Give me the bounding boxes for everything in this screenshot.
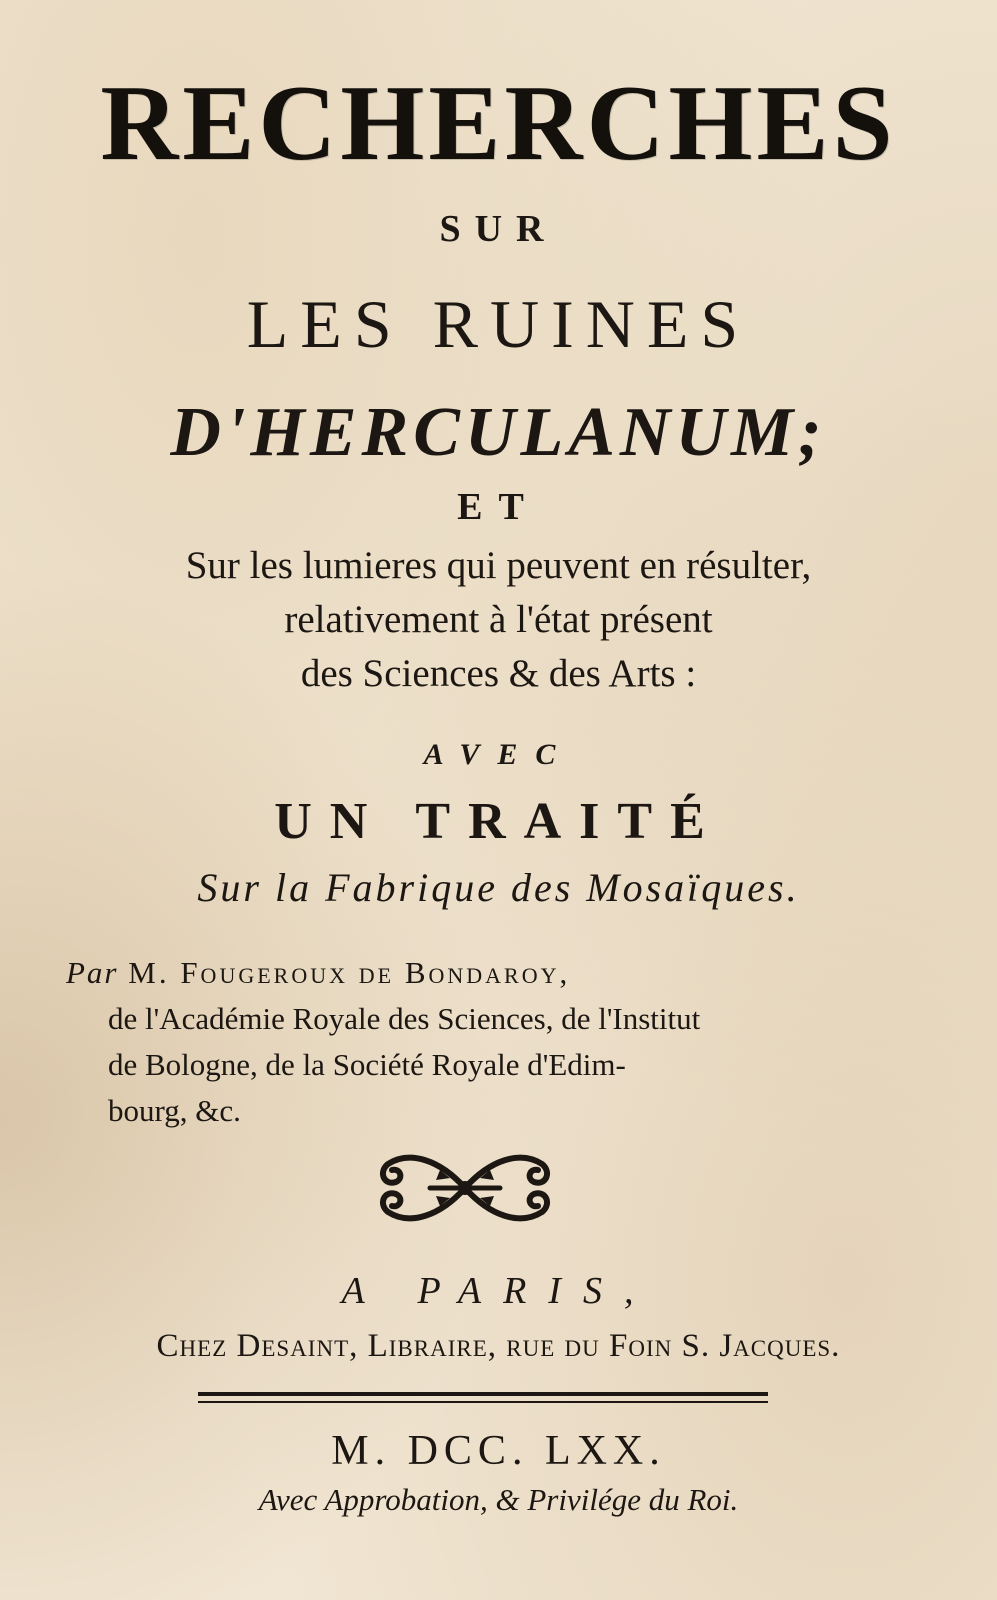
author-affiliation-2: de Bologne, de la Société Royale d'Edim- — [108, 1047, 626, 1082]
title-avec: AVEC — [423, 738, 574, 771]
title-herculanum: D'HERCULANUM; — [170, 394, 827, 471]
scroll-ornament-icon — [370, 1140, 560, 1236]
imprint-privilege: Avec Approbation, & Privilége du Roi. — [258, 1482, 739, 1517]
title-fabrique: Sur la Fabrique des Mosaïques. — [197, 865, 800, 910]
author-affiliation-1: de l'Académie Royale des Sciences, de l'Institut — [108, 1001, 701, 1036]
imprint-place: A PARIS, — [341, 1270, 656, 1312]
title-ruines: LES RUINES — [246, 286, 751, 362]
author-name: M. Fougeroux de Bondaroy, — [128, 955, 571, 990]
title-sur: SUR — [439, 208, 558, 250]
double-rule-bottom — [198, 1401, 768, 1403]
author-block — [66, 950, 906, 1134]
imprint-publisher: Chez Desaint, Libraire, rue du Foin S. Jacques. — [156, 1328, 841, 1364]
imprint-year: M. DCC. LXX. — [331, 1428, 666, 1474]
title-traite: UN TRAITÉ — [274, 793, 723, 850]
book-title: RECHERCHES — [100, 64, 897, 183]
subtitle-line-3: des Sciences & des Arts : — [300, 652, 697, 695]
title-et: ET — [457, 486, 540, 528]
author-affiliation-3: bourg, &c. — [108, 1093, 241, 1128]
double-rule-top — [198, 1392, 768, 1396]
subtitle-line-1: Sur les lumieres qui peuvent en résulter, — [185, 544, 812, 587]
author-line — [66, 950, 906, 996]
subtitle-line-2: relativement à l'état présent — [284, 598, 713, 641]
author-par: Par — [66, 955, 119, 990]
